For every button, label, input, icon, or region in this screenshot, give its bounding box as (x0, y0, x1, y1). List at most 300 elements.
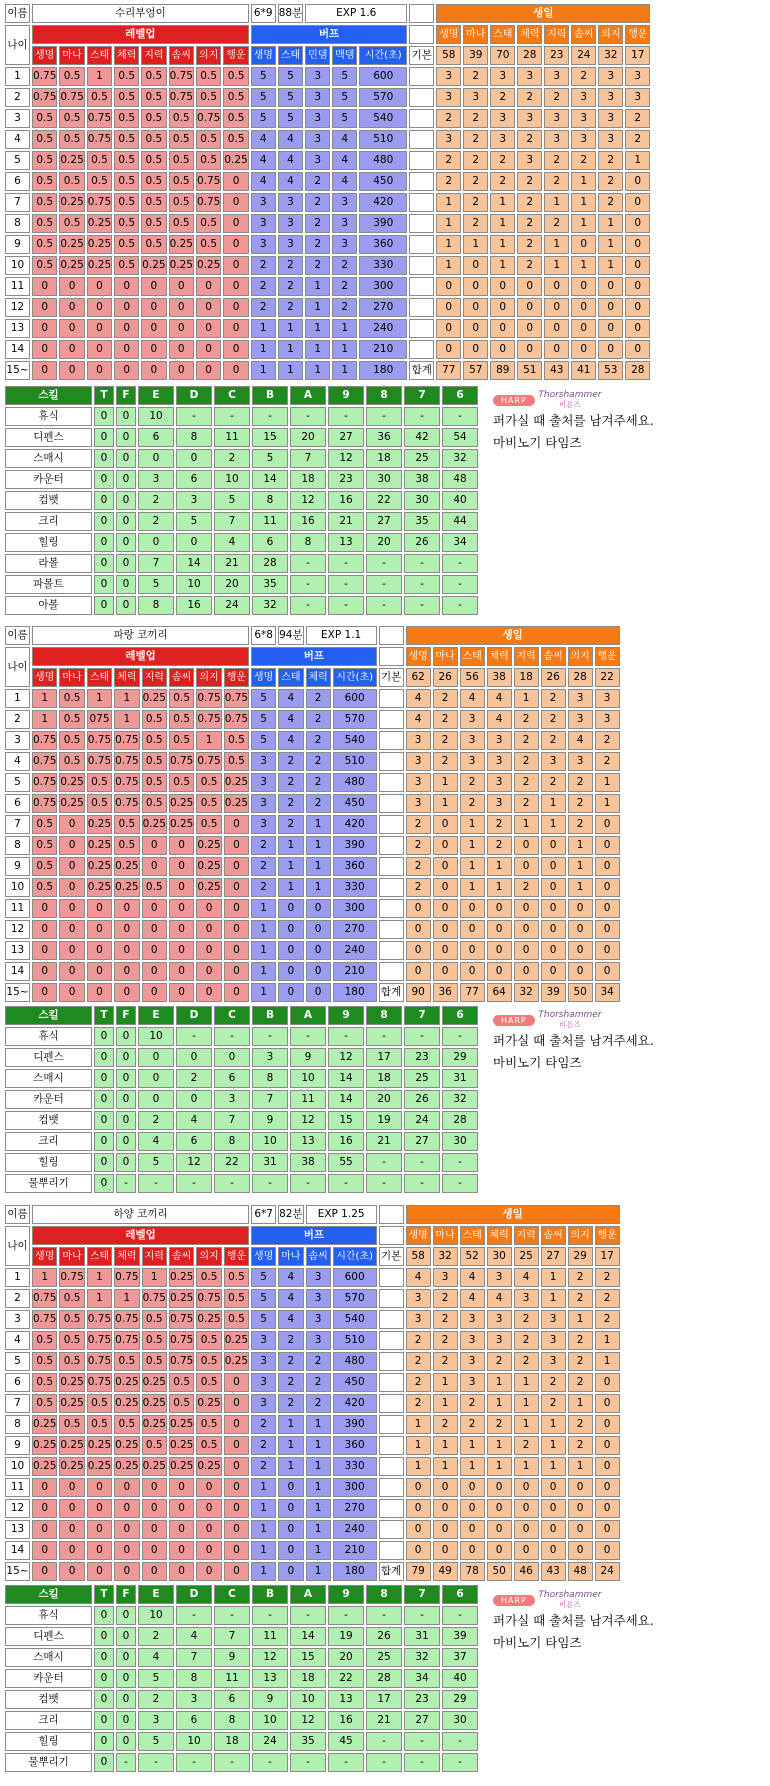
levelup-value: 0.25 (87, 1436, 112, 1455)
levelup-value: 0 (224, 1373, 249, 1392)
birthday-value: 1 (568, 878, 593, 897)
table-row (5, 109, 650, 128)
levelup-value: 0 (224, 836, 249, 855)
levelup-value: 0.75 (32, 1310, 57, 1329)
table-row (5, 533, 478, 552)
birthday-value: 2 (406, 1331, 431, 1350)
base-value: 62 (406, 668, 431, 687)
levelup-value: 0.5 (223, 88, 248, 107)
skill-value: 9 (252, 1111, 288, 1130)
skill-value: 7 (214, 512, 250, 531)
birthday-value: 4 (460, 689, 485, 708)
skill-header: 스킬 (5, 1006, 92, 1025)
skill-value: 21 (328, 512, 364, 531)
levelup-value: 0.25 (142, 1415, 167, 1434)
levelup-value: 0.25 (169, 794, 194, 813)
total-label: 합계 (379, 983, 404, 1002)
table-row (5, 449, 478, 468)
levelup-value: 0 (169, 1541, 194, 1560)
skill-value: 0 (94, 1690, 114, 1709)
skill-value: 3 (214, 1090, 250, 1109)
birthday-value: 2 (406, 857, 431, 876)
skill-value: - (366, 575, 402, 594)
skill-value: 7 (252, 1090, 288, 1109)
birthday-value: 4 (487, 689, 512, 708)
age-label: 나이 (5, 647, 30, 687)
buff-value: 4 (251, 130, 276, 149)
birthday-value: 0 (406, 1541, 431, 1560)
skill-name: 카운터 (5, 470, 92, 489)
buff-value: 330 (333, 878, 377, 897)
blank-cell (409, 235, 434, 254)
table-row (5, 67, 650, 86)
levelup-value: 0.5 (196, 214, 221, 233)
birthday-stat-header: 행운 (595, 647, 620, 666)
buff-stat-header: 생명 (251, 1247, 276, 1266)
rank-header: T (94, 1006, 114, 1025)
levelup-value: 0.75 (32, 1289, 57, 1308)
birthday-value: 3 (544, 130, 569, 149)
levelup-value: 0 (141, 319, 166, 338)
levelup-value: 0.5 (169, 130, 194, 149)
blank-cell (409, 25, 434, 44)
table-row (5, 752, 620, 771)
birthday-value: 0 (541, 857, 566, 876)
buff-value: 2 (278, 277, 304, 296)
buff-value: 3 (251, 794, 276, 813)
buff-value: 510 (333, 1331, 377, 1350)
levelup-value: 0.5 (196, 67, 221, 86)
skill-value: 10 (290, 1069, 326, 1088)
birthday-stat-header: 행운 (625, 25, 650, 44)
birthday-value: 1 (406, 1436, 431, 1455)
levelup-value: 0 (87, 1478, 112, 1497)
harp-badge: HARP (493, 1595, 535, 1606)
skill-header: 스킬 (5, 1585, 92, 1604)
birthday-value: 0 (406, 1478, 431, 1497)
table-row (5, 647, 620, 666)
birthday-value: 3 (487, 773, 512, 792)
birthday-stat-header: 체력 (487, 1226, 512, 1245)
levelup-value: 0.5 (32, 1352, 57, 1371)
birthday-value: 2 (487, 836, 512, 855)
buff-value: 330 (359, 256, 407, 275)
skill-value: 15 (252, 428, 288, 447)
skill-value: 0 (94, 1027, 114, 1046)
birthday-value: 3 (514, 1289, 539, 1308)
skill-value: 35 (290, 1732, 326, 1751)
birthday-value: 0 (625, 298, 650, 317)
skill-value: - (404, 1027, 440, 1046)
table-row (5, 4, 650, 23)
table-row (5, 277, 650, 296)
birthday-value: 2 (541, 1373, 566, 1392)
levelup-value: 1 (32, 710, 57, 729)
levelup-value: 0 (169, 361, 194, 380)
birthday-value: 3 (568, 710, 593, 729)
birthday-value: 2 (517, 88, 542, 107)
levelup-value: 0 (142, 1562, 167, 1581)
levelup-value: 0.25 (87, 815, 112, 834)
rank-header: 9 (328, 1585, 364, 1604)
note-line-2: 마비노기 타임즈 (493, 435, 582, 450)
levelup-value: 0 (32, 983, 57, 1002)
skill-value: 6 (176, 1132, 212, 1151)
birthday-value: 3 (541, 1352, 566, 1371)
levelup-value: 0.5 (59, 1289, 84, 1308)
levelup-value: 0 (224, 815, 249, 834)
skill-value: 0 (176, 533, 212, 552)
levelup-value: 0.25 (142, 1394, 167, 1413)
levelup-value: 0.25 (59, 773, 84, 792)
blank-cell (379, 1289, 404, 1308)
birthday-value: 3 (487, 794, 512, 813)
buff-value: 1 (278, 361, 304, 380)
skill-value: 44 (442, 512, 478, 531)
buff-value: 4 (332, 151, 357, 170)
levelup-value: 0.75 (196, 172, 221, 191)
skill-value: 7 (176, 1648, 212, 1667)
skill-value: - (442, 1027, 478, 1046)
age-cell: 14 (5, 962, 30, 981)
levelup-value: 0 (224, 857, 249, 876)
levelup-value: 0 (59, 1499, 84, 1518)
birthday-stat-header: 마나 (433, 1226, 458, 1245)
buff-header: 버프 (251, 1226, 377, 1245)
levelup-value: 0.5 (142, 1436, 167, 1455)
buff-value: 3 (332, 193, 357, 212)
birthday-value: 0 (487, 1499, 512, 1518)
rank-header: C (214, 386, 250, 405)
skill-value: 20 (290, 428, 326, 447)
birthday-value: 0 (517, 340, 542, 359)
skill-value: 0 (116, 596, 136, 615)
levelup-value: 0 (59, 983, 84, 1002)
birthday-value: 0 (568, 941, 593, 960)
birthday-value: 0 (460, 899, 485, 918)
birthday-value: 0 (406, 962, 431, 981)
skill-value: 0 (116, 1132, 136, 1151)
levelup-value: 0.5 (141, 151, 166, 170)
table-row (5, 1111, 478, 1130)
rank-header: E (138, 386, 174, 405)
skill-value: - (442, 1732, 478, 1751)
skill-value: 18 (290, 1669, 326, 1688)
levelup-value: 0 (169, 962, 194, 981)
pet-stats-table (3, 1203, 622, 1583)
skill-value: 12 (328, 449, 364, 468)
age-cell: 10 (5, 256, 30, 275)
levelup-value: 0 (32, 941, 57, 960)
age-cell: 14 (5, 340, 30, 359)
birthday-value: 0 (595, 1478, 620, 1497)
levelup-value: 0.5 (223, 109, 248, 128)
levelup-value: 0.25 (32, 1457, 57, 1476)
birthday-value: 3 (460, 710, 485, 729)
skill-value: 26 (404, 533, 440, 552)
blank-cell (379, 1373, 404, 1392)
birthday-value: 1 (433, 773, 458, 792)
skill-value: 9 (290, 1048, 326, 1067)
levelup-value: 0.25 (224, 1331, 249, 1350)
skill-value: 0 (94, 1648, 114, 1667)
levelup-value: 0 (169, 1520, 194, 1539)
birthday-value: 3 (568, 689, 593, 708)
levelup-value: 0.5 (87, 88, 112, 107)
base-value: 70 (490, 46, 515, 65)
levelup-value: 0.25 (87, 256, 112, 275)
buff-value: 3 (251, 193, 276, 212)
skill-value: 2 (214, 449, 250, 468)
skill-value: 5 (138, 1669, 174, 1688)
birthday-value: 2 (541, 710, 566, 729)
skill-value: 0 (116, 491, 136, 510)
levelup-value: 0 (114, 1520, 139, 1539)
levelup-value: 0.75 (32, 88, 57, 107)
levelup-value: 0.25 (169, 1457, 194, 1476)
buff-value: 2 (278, 1373, 304, 1392)
skill-value: 54 (442, 428, 478, 447)
levelup-value: 0.5 (32, 1373, 57, 1392)
blank-cell (409, 256, 434, 275)
age-cell: 14 (5, 1541, 30, 1560)
buff-value: 2 (251, 1457, 276, 1476)
skill-value: 0 (94, 1753, 114, 1772)
rank-header: C (214, 1006, 250, 1025)
skill-value: 18 (290, 470, 326, 489)
skill-name: 아볼 (5, 596, 92, 615)
birthday-value: 0 (595, 836, 620, 855)
buff-value: 3 (278, 214, 304, 233)
birthday-value: 1 (433, 1394, 458, 1413)
levelup-value: 0.5 (114, 1352, 139, 1371)
blank-cell (379, 1436, 404, 1455)
levelup-value: 0 (224, 962, 249, 981)
levelup-value: 0 (142, 1520, 167, 1539)
levelup-value: 0.25 (196, 857, 221, 876)
skill-value: 10 (138, 407, 174, 426)
levelup-value: 0 (169, 983, 194, 1002)
birthday-stat-header: 솜씨 (571, 25, 596, 44)
skill-value: - (366, 407, 402, 426)
birthday-value: 0 (595, 857, 620, 876)
levelup-stat-header: 의지 (196, 1247, 221, 1266)
skill-value: 27 (404, 1132, 440, 1151)
blank-cell (409, 109, 434, 128)
skill-value: 6 (138, 428, 174, 447)
buff-value: 570 (333, 710, 377, 729)
levelup-value: 0.75 (114, 731, 139, 750)
birthday-value: 2 (490, 172, 515, 191)
birthday-value: 2 (463, 67, 488, 86)
levelup-value: 0.5 (32, 857, 57, 876)
levelup-stat-header: 행운 (224, 668, 249, 687)
birthday-value: 0 (541, 1478, 566, 1497)
note-header (493, 390, 654, 410)
levelup-value: 0.75 (142, 1289, 167, 1308)
birthday-value: 1 (514, 689, 539, 708)
levelup-value: 0.75 (32, 773, 57, 792)
base-label: 기본 (379, 668, 404, 687)
skill-value: 30 (366, 470, 402, 489)
skill-value: 32 (442, 449, 478, 468)
birthday-value: 0 (625, 193, 650, 212)
skill-value: - (252, 1174, 288, 1193)
birthday-value: 2 (436, 109, 461, 128)
birthday-value: 0 (625, 235, 650, 254)
pet-duration: 88분 (278, 4, 304, 23)
buff-value: 2 (305, 193, 330, 212)
table-row (5, 596, 478, 615)
skill-value: - (214, 407, 250, 426)
note-line-1: 퍼가실 때 출처를 남겨주세요. (493, 1613, 654, 1628)
birthday-value: 2 (517, 256, 542, 275)
birthday-value: 0 (514, 962, 539, 981)
birthday-value: 3 (490, 109, 515, 128)
levelup-value: 0 (223, 235, 248, 254)
skill-value: 10 (252, 1711, 288, 1730)
levelup-value: 0.25 (169, 256, 194, 275)
note-line-2: 마비노기 타임즈 (493, 1055, 582, 1070)
birthday-value: 1 (541, 1415, 566, 1434)
harp-badge: HARP (493, 395, 535, 406)
rank-header: B (252, 1585, 288, 1604)
levelup-value: 0.5 (59, 1415, 84, 1434)
levelup-value: 0 (59, 1520, 84, 1539)
birthday-value: 0 (568, 920, 593, 939)
skill-value: 35 (252, 575, 288, 594)
pet-block-1 (3, 624, 622, 1004)
blank-cell (379, 1457, 404, 1476)
birthday-value: 0 (463, 256, 488, 275)
birthday-value: 3 (406, 773, 431, 792)
birthday-value: 3 (541, 752, 566, 771)
signature-sub: 비욘즈 (559, 400, 581, 409)
levelup-value: 0 (224, 1520, 249, 1539)
levelup-value: 0.5 (59, 130, 84, 149)
levelup-value: 0 (59, 298, 84, 317)
pet-name: 수리부엉이 (32, 4, 249, 23)
skill-value: 25 (404, 1069, 440, 1088)
birthday-stat-header: 의지 (568, 1226, 593, 1245)
birthday-value: 0 (514, 836, 539, 855)
total-value: 48 (568, 1562, 593, 1581)
table-row (5, 1669, 478, 1688)
levelup-header: 레벨업 (32, 1226, 249, 1245)
buff-stat-header: 체력 (306, 668, 331, 687)
birthday-stat-header: 지력 (514, 647, 539, 666)
skill-value: 2 (138, 491, 174, 510)
birthday-stat-header: 생명 (406, 1226, 431, 1245)
base-label: 기본 (379, 1247, 404, 1266)
skill-value: - (252, 1753, 288, 1772)
birthday-value: 3 (598, 67, 623, 86)
buff-value: 0 (278, 983, 304, 1002)
blank-cell (379, 794, 404, 813)
birthday-value: 0 (625, 256, 650, 275)
levelup-value: 0.5 (114, 88, 139, 107)
birthday-value: 3 (571, 130, 596, 149)
levelup-value: 0.75 (87, 731, 112, 750)
table-row (5, 1310, 620, 1329)
birthday-value: 3 (460, 1373, 485, 1392)
levelup-value: 1 (114, 710, 139, 729)
levelup-value: 0 (114, 277, 139, 296)
buff-value: 1 (306, 878, 331, 897)
skill-value: 0 (116, 1606, 136, 1625)
skill-name: 힐링 (5, 1153, 92, 1172)
birthday-value: 1 (595, 794, 620, 813)
levelup-value: 0 (59, 1478, 84, 1497)
levelup-value: 1 (32, 689, 57, 708)
levelup-value: 0 (114, 1499, 139, 1518)
birthday-value: 0 (595, 1373, 620, 1392)
levelup-value: 0 (32, 361, 57, 380)
levelup-value: 0 (142, 836, 167, 855)
skill-value: - (404, 554, 440, 573)
skill-name: 힐링 (5, 1732, 92, 1751)
birthday-value: 0 (568, 1499, 593, 1518)
buff-value: 1 (278, 836, 304, 855)
skill-value: 0 (116, 1732, 136, 1751)
birthday-value: 0 (460, 1541, 485, 1560)
birthday-value: 1 (568, 836, 593, 855)
skill-value: 0 (116, 512, 136, 531)
birthday-value: 0 (433, 1541, 458, 1560)
total-value: 51 (517, 361, 542, 380)
birthday-value: 0 (514, 1499, 539, 1518)
levelup-value: 0 (87, 1520, 112, 1539)
buff-value: 0 (306, 983, 331, 1002)
levelup-value: 0 (224, 941, 249, 960)
birthday-value: 2 (514, 1310, 539, 1329)
skill-value: 18 (366, 449, 402, 468)
skill-value: 19 (328, 1627, 364, 1646)
birthday-value: 2 (598, 172, 623, 191)
skill-value: 5 (252, 449, 288, 468)
birthday-value: 3 (406, 1289, 431, 1308)
birthday-value: 0 (595, 1499, 620, 1518)
levelup-value: 0.25 (87, 878, 112, 897)
age-cell: 4 (5, 752, 30, 771)
birthday-value: 3 (487, 1331, 512, 1350)
levelup-value: 0 (196, 1562, 221, 1581)
skill-value: 42 (404, 428, 440, 447)
levelup-value: 0.5 (59, 1331, 84, 1350)
birthday-value: 1 (571, 214, 596, 233)
skill-value: 12 (290, 1711, 326, 1730)
table-row (5, 1732, 478, 1751)
buff-value: 300 (333, 1478, 377, 1497)
levelup-value: 0.75 (196, 689, 221, 708)
birthday-value: 0 (517, 277, 542, 296)
levelup-value: 0.25 (87, 214, 112, 233)
age-label: 나이 (5, 1226, 30, 1266)
buff-value: 1 (306, 857, 331, 876)
rank-header: A (290, 1006, 326, 1025)
buff-value: 210 (359, 340, 407, 359)
birthday-stat-header: 지력 (544, 25, 569, 44)
levelup-value: 0 (87, 1562, 112, 1581)
levelup-value: 0.75 (196, 193, 221, 212)
age-cell: 9 (5, 1436, 30, 1455)
birthday-value: 2 (463, 130, 488, 149)
buff-value: 2 (278, 1352, 304, 1371)
birthday-value: 2 (541, 773, 566, 792)
levelup-value: 0 (87, 340, 112, 359)
levelup-value: 0.75 (87, 1352, 112, 1371)
buff-header: 버프 (251, 647, 377, 666)
